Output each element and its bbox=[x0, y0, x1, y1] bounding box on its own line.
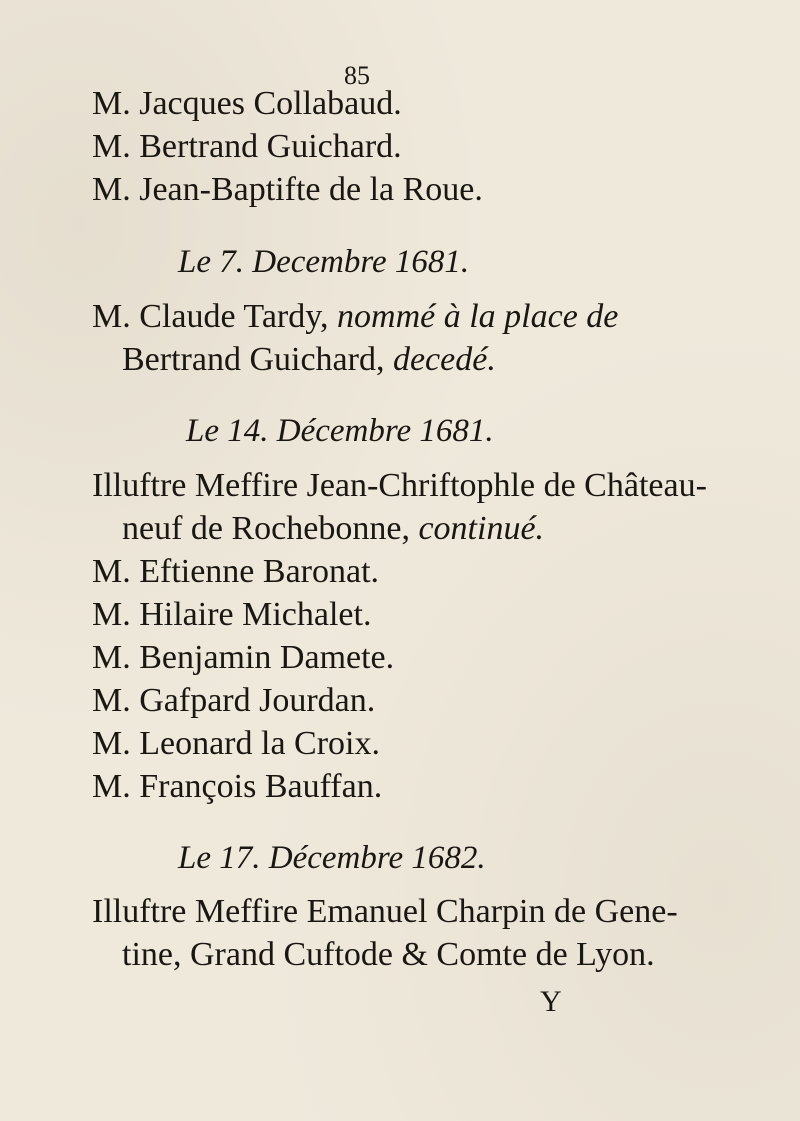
member-line: M. Leonard la Croix. bbox=[92, 725, 380, 762]
entry-line bbox=[122, 340, 496, 380]
member-line: M. Eftienne Baronat. bbox=[92, 553, 380, 590]
page-number: 85 bbox=[344, 61, 370, 90]
entry-line: M. Jean-Baptifte de la Roue. bbox=[92, 171, 483, 208]
entry-line: M. Jacques Collabaud. bbox=[92, 85, 402, 122]
entry-text: M. Claude Tardy, bbox=[92, 298, 338, 335]
entry-italic-text: continué. bbox=[418, 510, 545, 547]
entry-line: M. Bertrand Guichard. bbox=[92, 128, 402, 165]
signature-mark: Y bbox=[540, 985, 562, 1018]
entry-italic-text: decedé. bbox=[392, 341, 496, 378]
entry-line: Illuftre Meffire Jean-Chriftophle de Château- bbox=[92, 467, 707, 504]
entry-line: tine, Grand Cuftode & Comte de Lyon. bbox=[122, 936, 655, 973]
member-line: M. Benjamin Damete. bbox=[92, 639, 395, 676]
entry-line: Illuftre Meffire Emanuel Charpin de Gene- bbox=[92, 893, 678, 930]
member-line: M. Hilaire Michalet. bbox=[92, 596, 372, 633]
section-heading: Le 14. Décembre 1681. bbox=[186, 413, 494, 449]
member-line: M. François Bauffan. bbox=[92, 768, 383, 805]
section-heading: Le 7. Decembre 1681. bbox=[178, 244, 470, 280]
entry-text: neuf de Rochebonne, bbox=[122, 510, 419, 547]
section-heading: Le 17. Décembre 1682. bbox=[178, 840, 486, 876]
entry-line bbox=[92, 297, 618, 337]
entry-italic-text: nommé à la place de bbox=[337, 298, 619, 335]
entry-line bbox=[122, 509, 544, 549]
member-line: M. Gafpard Jourdan. bbox=[92, 682, 376, 719]
entry-text: Bertrand Guichard, bbox=[122, 341, 393, 378]
